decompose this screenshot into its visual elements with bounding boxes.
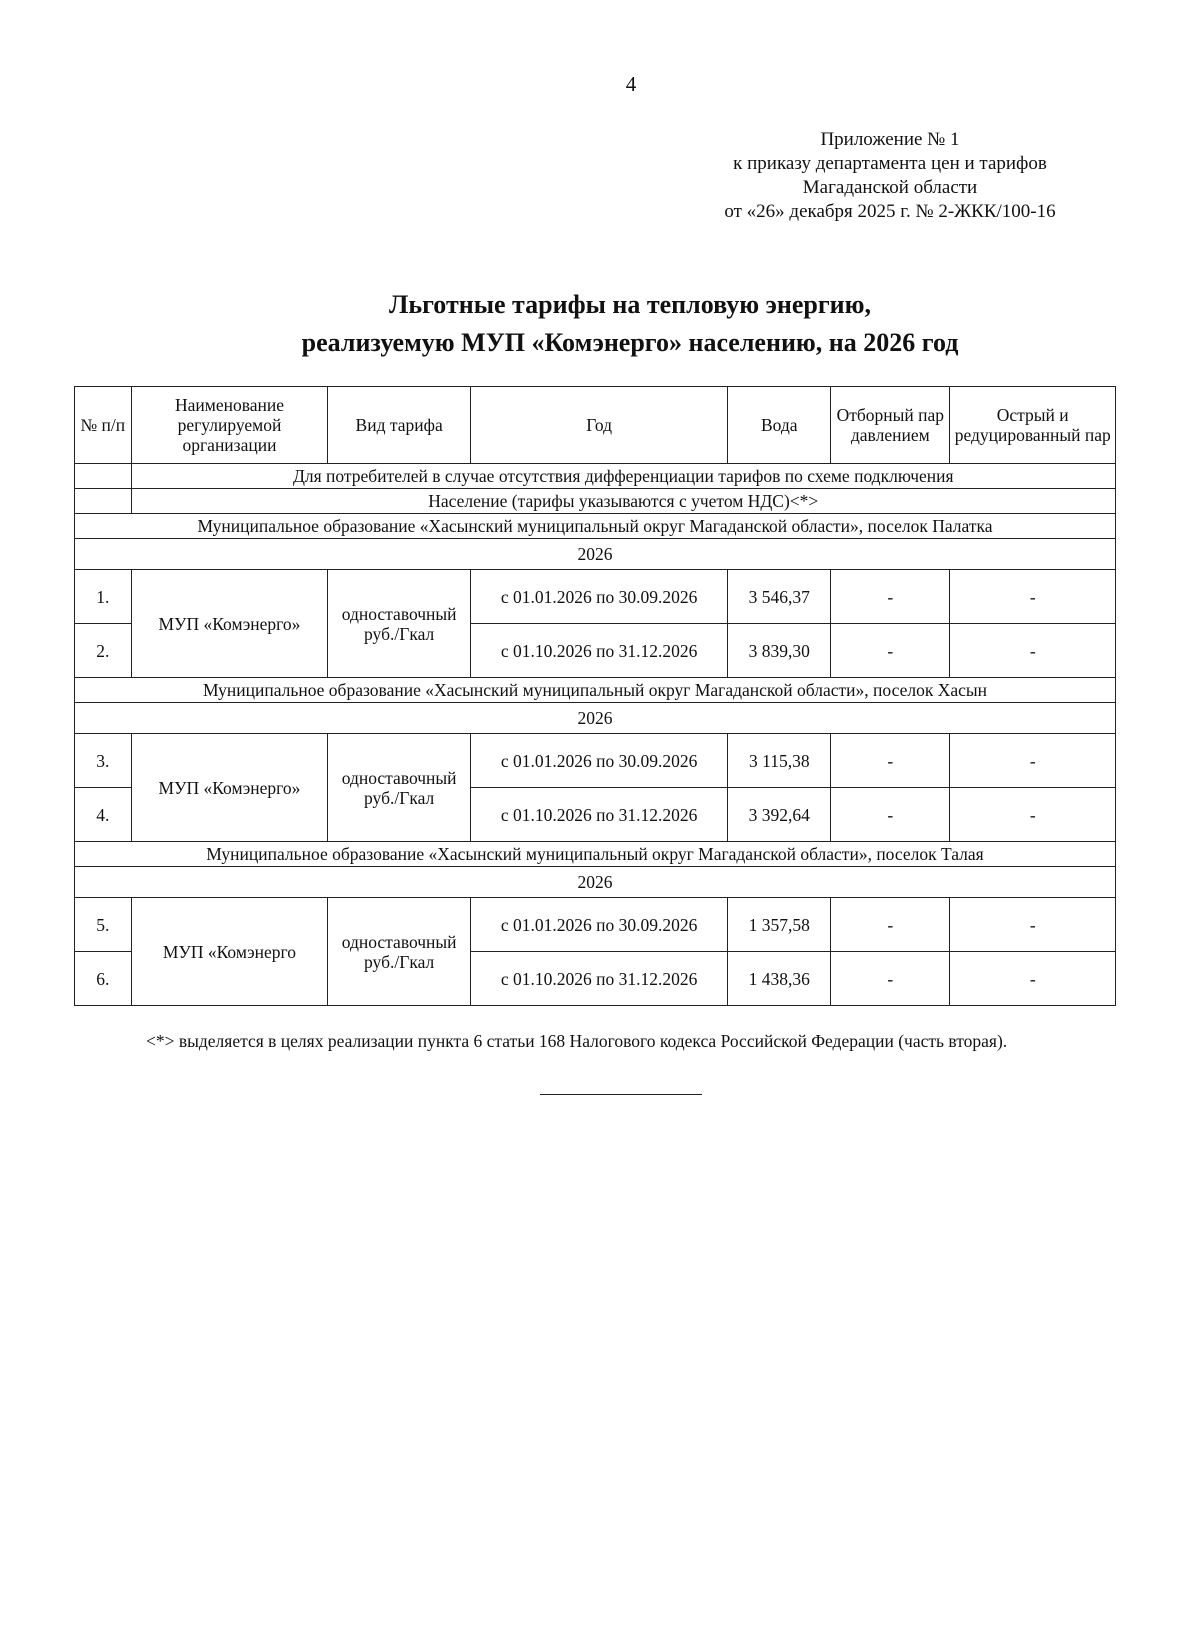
table-row [75,570,1116,624]
row-num: 1. [75,570,132,624]
row-num: 3. [75,734,132,788]
title-line: Льготные тарифы на тепловую энергию, [389,290,871,319]
table-header-row [75,387,1116,464]
municipality-row [75,514,1116,539]
row-num: 4. [75,788,132,842]
header-steam-selected: Отборный пар давлением [831,387,950,464]
steam-sharp-value: - [950,734,1116,788]
appendix-line: Магаданской области [802,177,978,198]
appendix-line: от «26» декабря 2025 г. № 2-ЖКК/100-16 [724,201,1056,222]
municipality-row [75,842,1116,867]
tariff-table [74,386,1116,1006]
steam-selected-value: - [831,624,950,678]
tariff-type: одноставочный руб./Гкал [328,570,470,678]
year-row [75,703,1116,734]
page-number: 4 [625,72,637,96]
year-label: 2026 [75,539,1116,570]
steam-sharp-value: - [950,952,1116,1006]
water-value: 3 546,37 [728,570,831,624]
period: с 01.10.2026 по 31.12.2026 [470,624,728,678]
footnote: <*> выделяется в целях реализации пункта 6 статьи 168 Налогового кодекса Российской Федерации (часть вторая). [146,1031,1008,1051]
header-water: Вода [728,387,831,464]
header-num: № п/п [75,387,132,464]
steam-sharp-value: - [950,570,1116,624]
section-spacer [75,464,132,489]
section-row [75,464,1116,489]
municipality-label: Муниципальное образование «Хасынский муниципальный округ Магаданской области», поселок Палатка [75,514,1116,539]
water-value: 3 392,64 [728,788,831,842]
org-name: МУП «Комэнерго» [131,570,328,678]
period: с 01.01.2026 по 30.09.2026 [470,570,728,624]
municipality-label: Муниципальное образование «Хасынский муниципальный округ Магаданской области», поселок Хасын [75,678,1116,703]
year-label: 2026 [75,867,1116,898]
steam-sharp-value: - [950,788,1116,842]
header-tariff-type: Вид тарифа [328,387,470,464]
year-row [75,867,1116,898]
section-consumers: Для потребителей в случае отсутствия дифференциации тарифов по схеме подключения [131,464,1115,489]
tariff-type: одноставочный руб./Гкал [328,898,470,1006]
section-population: Население (тарифы указываются с учетом НДС)<*> [131,489,1115,514]
org-name: МУП «Комэнерго [131,898,328,1006]
steam-selected-value: - [831,734,950,788]
steam-selected-value: - [831,952,950,1006]
document-title [180,286,1080,362]
water-value: 1 438,36 [728,952,831,1006]
row-num: 2. [75,624,132,678]
water-value: 3 839,30 [728,624,831,678]
appendix-block [680,128,1100,224]
year-row [75,539,1116,570]
steam-sharp-value: - [950,898,1116,952]
water-value: 1 357,58 [728,898,831,952]
period: с 01.10.2026 по 31.12.2026 [470,952,728,1006]
title-line: реализуемую МУП «Комэнерго» населению, на 2026 год [301,328,959,357]
appendix-line: к приказу департамента цен и тарифов [733,153,1047,174]
row-num: 5. [75,898,132,952]
period: с 01.01.2026 по 30.09.2026 [470,898,728,952]
steam-selected-value: - [831,788,950,842]
year-label: 2026 [75,703,1116,734]
header-steam-sharp: Острый и редуцированный пар [950,387,1116,464]
header-year: Год [470,387,728,464]
period: с 01.10.2026 по 31.12.2026 [470,788,728,842]
row-num: 6. [75,952,132,1006]
header-org: Наименование регулируемой организации [131,387,328,464]
appendix-line: Приложение № 1 [820,129,960,150]
table-row [75,734,1116,788]
steam-selected-value: - [831,570,950,624]
section-row [75,489,1116,514]
period: с 01.01.2026 по 30.09.2026 [470,734,728,788]
section-spacer [75,489,132,514]
water-value: 3 115,38 [728,734,831,788]
municipality-label: Муниципальное образование «Хасынский муниципальный округ Магаданской области», поселок Талая [75,842,1116,867]
steam-sharp-value: - [950,624,1116,678]
municipality-row [75,678,1116,703]
table-row [75,898,1116,952]
steam-selected-value: - [831,898,950,952]
separator-line [540,1094,702,1095]
org-name: МУП «Комэнерго» [131,734,328,842]
tariff-type: одноставочный руб./Гкал [328,734,470,842]
